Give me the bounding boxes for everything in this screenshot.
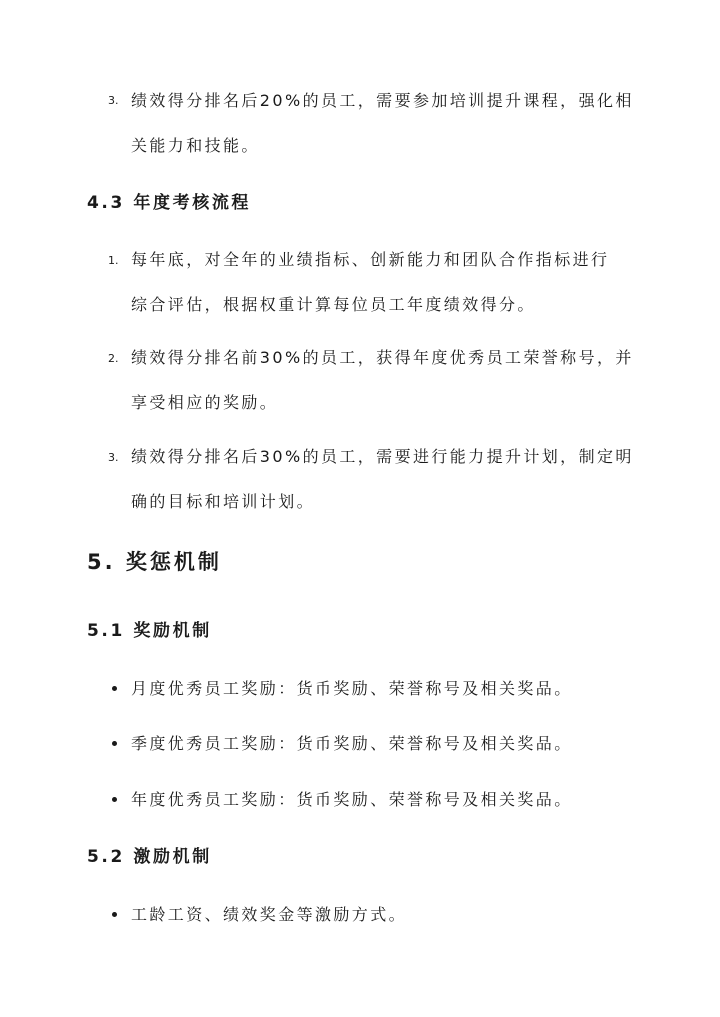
list-item-text: 综合评估，根据权重计算每位员工年度绩效得分。	[131, 295, 536, 314]
list-item-text: 关能力和技能。	[131, 136, 260, 155]
list-number: 3.	[108, 94, 119, 107]
list-number: 2.	[108, 352, 119, 365]
list-number: 3.	[108, 451, 119, 464]
bullet-item-text: 月度优秀员工奖励：货币奖励、荣誉称号及相关奖品。	[131, 679, 573, 698]
list-number: 1.	[108, 254, 119, 267]
list-item-text: 确的目标和培训计划。	[131, 492, 316, 511]
list-item-text: 享受相应的奖励。	[131, 393, 279, 412]
bullet-dot	[112, 912, 117, 917]
bullet-dot	[112, 797, 117, 802]
section-heading: 4.3 年度考核流程	[87, 193, 252, 213]
chapter-heading: 5. 奖惩机制	[87, 550, 222, 574]
list-item-text: 绩效得分排名后30%的员工，需要进行能力提升计划，制定明	[131, 447, 634, 466]
bullet-item-text: 季度优秀员工奖励：货币奖励、荣誉称号及相关奖品。	[131, 734, 573, 753]
bullet-dot	[112, 741, 117, 746]
bullet-dot	[112, 686, 117, 691]
bullet-item-text: 工龄工资、绩效奖金等激励方式。	[131, 905, 408, 924]
list-item-text: 绩效得分排名前30%的员工，获得年度优秀员工荣誉称号，并	[131, 348, 634, 367]
section-heading: 5.1 奖励机制	[87, 621, 212, 641]
list-item-text: 每年底，对全年的业绩指标、创新能力和团队合作指标进行	[131, 250, 610, 269]
section-heading: 5.2 激励机制	[87, 847, 212, 867]
list-item-text: 绩效得分排名后20%的员工，需要参加培训提升课程，强化相	[131, 91, 634, 110]
bullet-item-text: 年度优秀员工奖励：货币奖励、荣誉称号及相关奖品。	[131, 790, 573, 809]
